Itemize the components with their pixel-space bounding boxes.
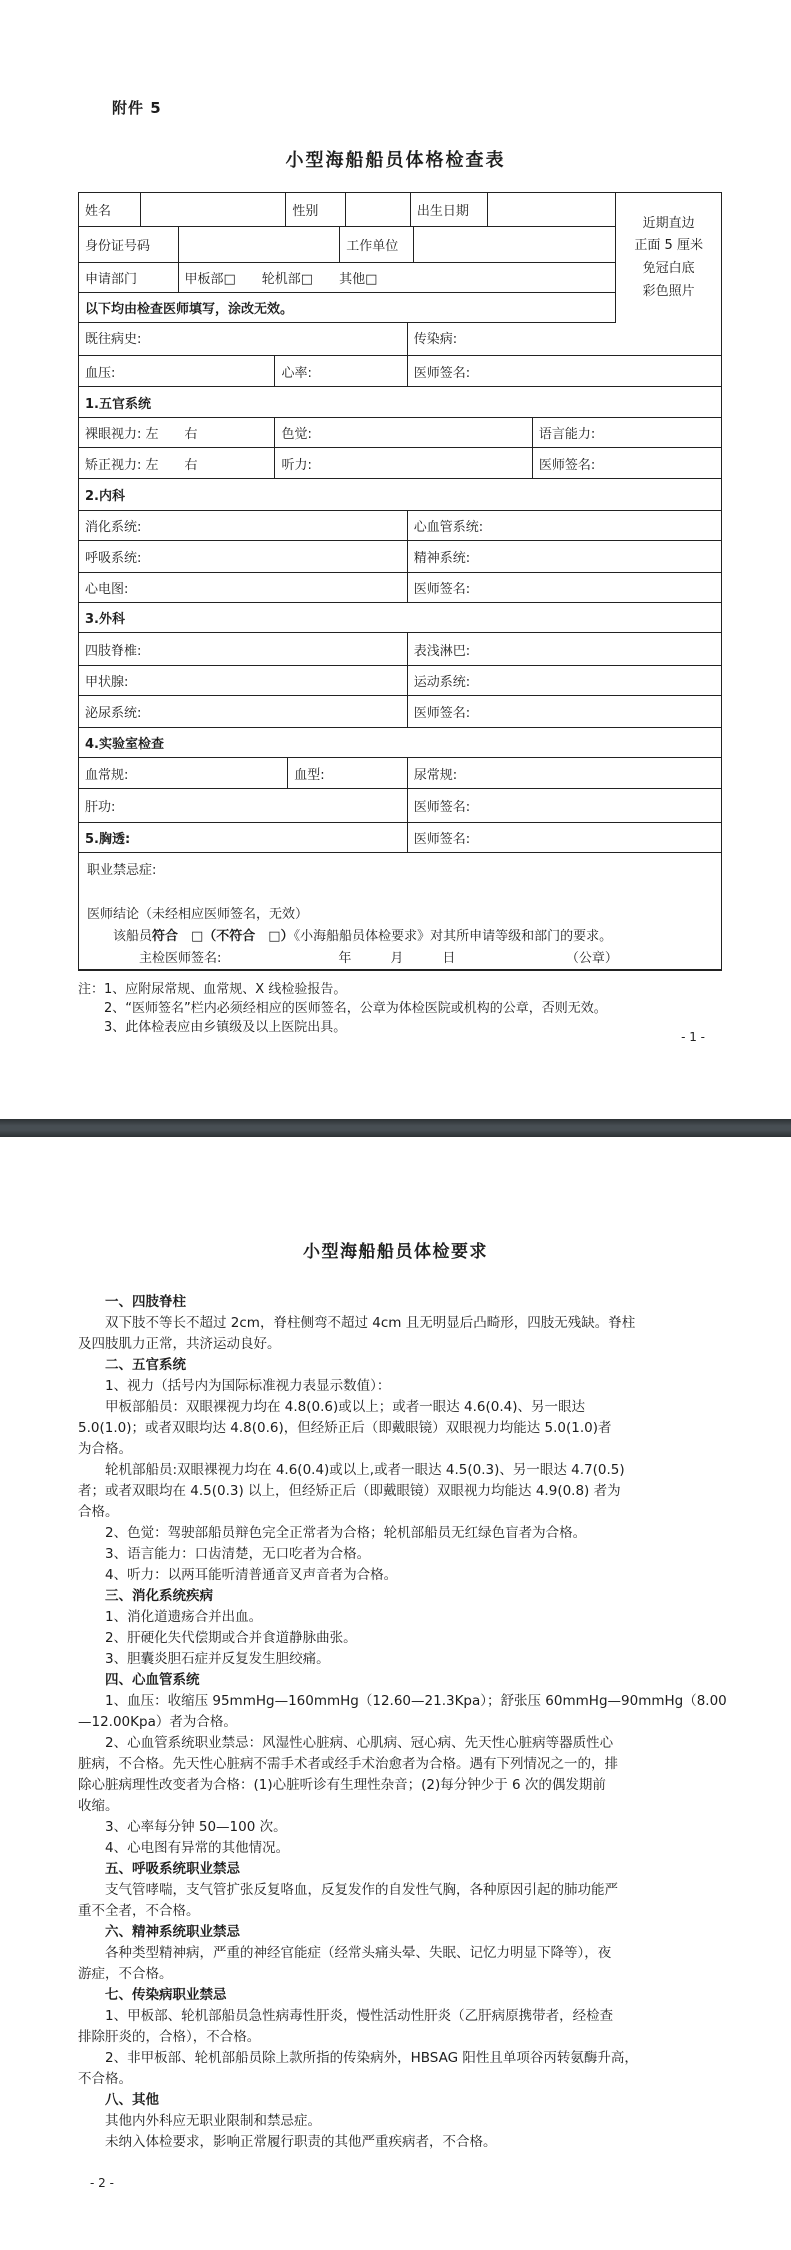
form-field-label: 医师签名:: [538, 457, 596, 473]
section-heading: 一、四肢脊柱: [105, 1294, 186, 1310]
form-field-label: 肝功:: [79, 789, 408, 822]
form-field-label: 矫正视力: 左 右: [79, 448, 275, 478]
form-row: [79, 666, 721, 696]
form-field-label: 医师签名:: [413, 365, 471, 381]
conclusion-emphasis: 符合 □（不符合 □）: [152, 929, 294, 944]
text-line: 1、甲板部、轮机部船员急性病毒性肝炎，慢性活动性肝炎（乙肝病原携带者，经检查: [105, 2008, 614, 2024]
text-line: 轮机部船员:双眼裸视力均在 4.6(0.4)或以上,或者一眼达 4.5(0.3)、另一眼达 4.7(0.5): [105, 1462, 625, 1478]
form-field-label: 医师签名:: [413, 800, 471, 815]
form-row: [79, 479, 721, 511]
form-field-label: 血压:: [79, 356, 275, 386]
form-field-blank: [488, 193, 616, 226]
form-field-blank: [346, 193, 411, 226]
conclusion-cell: [79, 853, 721, 969]
text-line: 其他内外科应无职业限制和禁忌症。: [105, 2113, 321, 2129]
form-row: [79, 541, 721, 573]
form-field-label: 语言能力:: [538, 427, 596, 442]
text-line: 2、肝硬化失代偿期或合并食道静脉曲张。: [105, 1630, 357, 1646]
form-field-label: 既往病史:: [79, 323, 408, 355]
text-line: 双下肢不等长不超过 2cm，脊柱侧弯不超过 4cm 且无明显后凸畸形，四肢无残缺。脊柱: [105, 1315, 636, 1331]
conclusion-line: [87, 860, 713, 882]
note-line: 2、“医师签名”栏内必须经相应的医师签名，公章为体检医院或机构的公章，否则无效。: [104, 1001, 607, 1016]
form-row: [79, 758, 721, 789]
form-field-label: 以下均由检查医师填写，涂改无效。: [79, 293, 616, 322]
text-line: 为合格。: [78, 1441, 132, 1457]
photo-placeholder: [616, 193, 721, 323]
form-field-label: 呼吸系统:: [79, 541, 408, 572]
text-line: 1、消化道遗疡合并出血。: [105, 1609, 263, 1625]
form-field-label: 四肢脊椎:: [79, 633, 408, 665]
form-row: [79, 387, 721, 418]
form-row: [79, 511, 721, 541]
notes-lines: [104, 980, 730, 1037]
text-line: 合格。: [78, 1504, 119, 1520]
section-heading: 七、传染病职业禁忌: [105, 1987, 227, 2003]
conclusion-text: 该船员: [87, 929, 153, 944]
section-heading: 二、五官系统: [105, 1357, 186, 1373]
form-field-label: 3.外科: [85, 612, 125, 627]
form-row: [79, 823, 721, 853]
form-field-label: 性别: [286, 193, 346, 226]
photo-note-line: 彩色照片: [642, 283, 695, 299]
text-line: 除心脏病理性改变者为合格：(1)心脏听诊有生理性杂音；(2)每分钟少于 6 次的偶发期前: [78, 1777, 606, 1793]
form-field-label: 工作单位: [340, 227, 414, 262]
text-line: 1、血压：收缩压 95mmHg—160mmHg（12.60—21.3Kpa）；舒张压 60mmHg—90mmHg（8.00: [105, 1693, 727, 1709]
text-line: 3、心率每分钟 50—100 次。: [105, 1819, 287, 1835]
form-field-blank: [414, 227, 616, 262]
page2-number: - 2 -: [90, 2176, 114, 2190]
text-line: 2、心血管系统职业禁忌：风湿性心脏病、心肌病、冠心病、先天性心脏病等器质性心: [105, 1735, 614, 1751]
form-field-label: 医师签名:: [413, 832, 471, 847]
form-field-label: 申请部门: [79, 263, 179, 292]
text-line: 甲板部船员：双眼裸视力均在 4.8(0.6)或以上；或者一眼达 4.6(0.4)、另一眼达: [105, 1399, 586, 1415]
form-row: [79, 603, 721, 633]
text-line: 4、心电图有异常的其他情况。: [105, 1840, 290, 1856]
text-line: 4、听力：以两耳能听清普通音叉声音者为合格。: [105, 1567, 398, 1583]
form-field-label: 姓名: [79, 193, 141, 226]
requirements-text: [78, 1292, 727, 2153]
form-field-label: 心率:: [275, 356, 407, 386]
conclusion-line: [87, 926, 713, 948]
form-field-label: 色觉:: [275, 418, 532, 447]
form-field-label: 表浅淋巴:: [413, 643, 471, 659]
text-line: 重不全者，不合格。: [78, 1903, 200, 1919]
form-field-label: 出生日期: [411, 193, 488, 226]
form-field-label: 4.实验室检查: [85, 737, 164, 752]
page2-title: 小型海船船员体检要求: [303, 1242, 488, 1262]
notes-prefix: 注：: [78, 982, 105, 997]
form-field-label: 甲板部□ 轮机部□ 其他□: [179, 263, 617, 292]
form-field-label: 医师签名:: [413, 706, 471, 721]
text-line: 1、视力（括号内为国际标准视力表显示数值）：: [105, 1378, 391, 1394]
text-line: 支气管哮喘，支气管扩张反复咯血，反复发作的自发性气胸，各种原因引起的肺功能严: [105, 1882, 618, 1898]
page1-title: 小型海船船员体格检查表: [285, 150, 506, 171]
form-field-label: 2.内科: [85, 489, 125, 504]
page-divider-bar: [0, 1119, 791, 1137]
text-line: 排除肝炎的，合格），不合格。: [78, 2029, 261, 2045]
photo-note-line: 正面 5 厘米: [634, 238, 703, 254]
form-field-label: 传染病:: [413, 332, 458, 347]
text-line: 收缩。: [78, 1798, 119, 1814]
form-field-label: 血常规:: [79, 758, 288, 788]
conclusion-line: [87, 948, 713, 969]
form-field-label: 听力:: [275, 448, 532, 478]
text-line: 2、非甲板部、轮机部船员除上款所指的传染病外，HBSAG 阳性且单项谷丙转氨酶升高，: [105, 2050, 638, 2066]
form-row: [79, 323, 721, 356]
text-line: 未纳入体检要求，影响正常履行职责的其他严重疾病者，不合格。: [105, 2134, 497, 2150]
conclusion-text: 医师结论（未经相应医师签名，无效）: [87, 907, 309, 922]
note-line: 1、应附尿常规、血常规、X 线检验报告。: [104, 982, 347, 997]
form-field-label: 心血管系统:: [413, 520, 484, 535]
text-line: 不合格。: [78, 2071, 132, 2087]
form-row: [79, 853, 721, 970]
form-row: [79, 573, 721, 603]
conclusion-text: 主检医师签名: 年 月 日 （公章）: [87, 951, 618, 966]
section-heading: 八、其他: [105, 2092, 159, 2108]
exam-form-table: [78, 192, 722, 971]
form-field-label: 消化系统:: [79, 511, 408, 540]
form-field-label: 身份证号码: [79, 227, 179, 262]
conclusion-text: 职业禁忌症:: [87, 863, 157, 878]
text-line: 2、色觉：驾驶部船员辩色完全正常者为合格；轮机部船员无红绿色盲者为合格。: [105, 1525, 587, 1541]
form-row: [79, 448, 721, 479]
form-field-label: 甲状腺:: [79, 666, 408, 695]
form-row: [79, 633, 721, 666]
form-row: [79, 789, 721, 823]
note-line: 3、此体检表应由乡镇级及以上医院出具。: [104, 1020, 347, 1035]
form-field-label: 精神系统:: [413, 551, 471, 566]
form-row: [79, 696, 721, 728]
form-row: [79, 418, 721, 448]
form-field-label: 泌尿系统:: [79, 696, 408, 727]
conclusion-text: 《小海船船员体检要求》对其所申请等级和部门的要求。: [293, 929, 613, 944]
text-line: 脏病，不合格。先天性心脏病不需手术者或经手术治愈者为合格。遇有下列情况之一的，排: [78, 1756, 618, 1772]
section-heading: 五、呼吸系统职业禁忌: [105, 1861, 240, 1877]
text-line: 游症，不合格。: [78, 1966, 173, 1982]
form-row: [79, 728, 721, 758]
notes-block: [78, 980, 730, 1037]
form-field-blank: [141, 193, 287, 226]
section-heading: 三、消化系统疾病: [105, 1588, 213, 1604]
text-line: —12.00Kpa）者为合格。: [78, 1714, 237, 1730]
form-field-label: 5.胸透:: [79, 823, 408, 852]
form-field-label: 运动系统:: [413, 675, 471, 690]
conclusion-line: [87, 882, 713, 904]
form-row: [79, 356, 721, 387]
photo-note-line: 免冠白底: [642, 261, 695, 276]
section-heading: 六、精神系统职业禁忌: [105, 1924, 240, 1940]
form-field-label: 裸眼视力: 左 右: [79, 418, 275, 447]
form-field-label: 医师签名:: [413, 582, 471, 597]
photo-note-line: 近期直边: [642, 215, 695, 231]
form-field-label: 血型:: [288, 758, 407, 788]
form-field-blank: [179, 227, 341, 262]
conclusion-line: [87, 904, 713, 926]
text-line: 各种类型精神病，严重的神经官能症（经常头痛头晕、失眠、记忆力明显下降等），夜: [105, 1945, 612, 1961]
attachment-label: 附件 5: [112, 99, 162, 117]
form-field-label: 尿常规:: [413, 767, 458, 783]
form-field-label: 1.五官系统: [85, 396, 151, 412]
page1-number: - 1 -: [681, 1030, 705, 1044]
section-heading: 四、心血管系统: [105, 1672, 200, 1688]
form-field-label: 心电图:: [79, 573, 408, 602]
text-line: 者；或者双眼均在 4.5(0.3) 以上，但经矫正后（即戴眼镜）双眼视力均能达 4.9(0.8) 者为: [78, 1483, 621, 1499]
text-line: 3、胆囊炎胆石症并反复发生胆绞痛。: [105, 1651, 330, 1667]
text-line: 及四肢肌力正常，共济运动良好。: [78, 1336, 281, 1352]
text-line: 5.0(1.0)；或者双眼均达 4.8(0.6)，但经矫正后（即戴眼镜）双眼视力均能达 5.0(1.0)者: [78, 1420, 612, 1436]
text-line: 3、语言能力：口齿清楚，无口吃者为合格。: [105, 1546, 371, 1562]
